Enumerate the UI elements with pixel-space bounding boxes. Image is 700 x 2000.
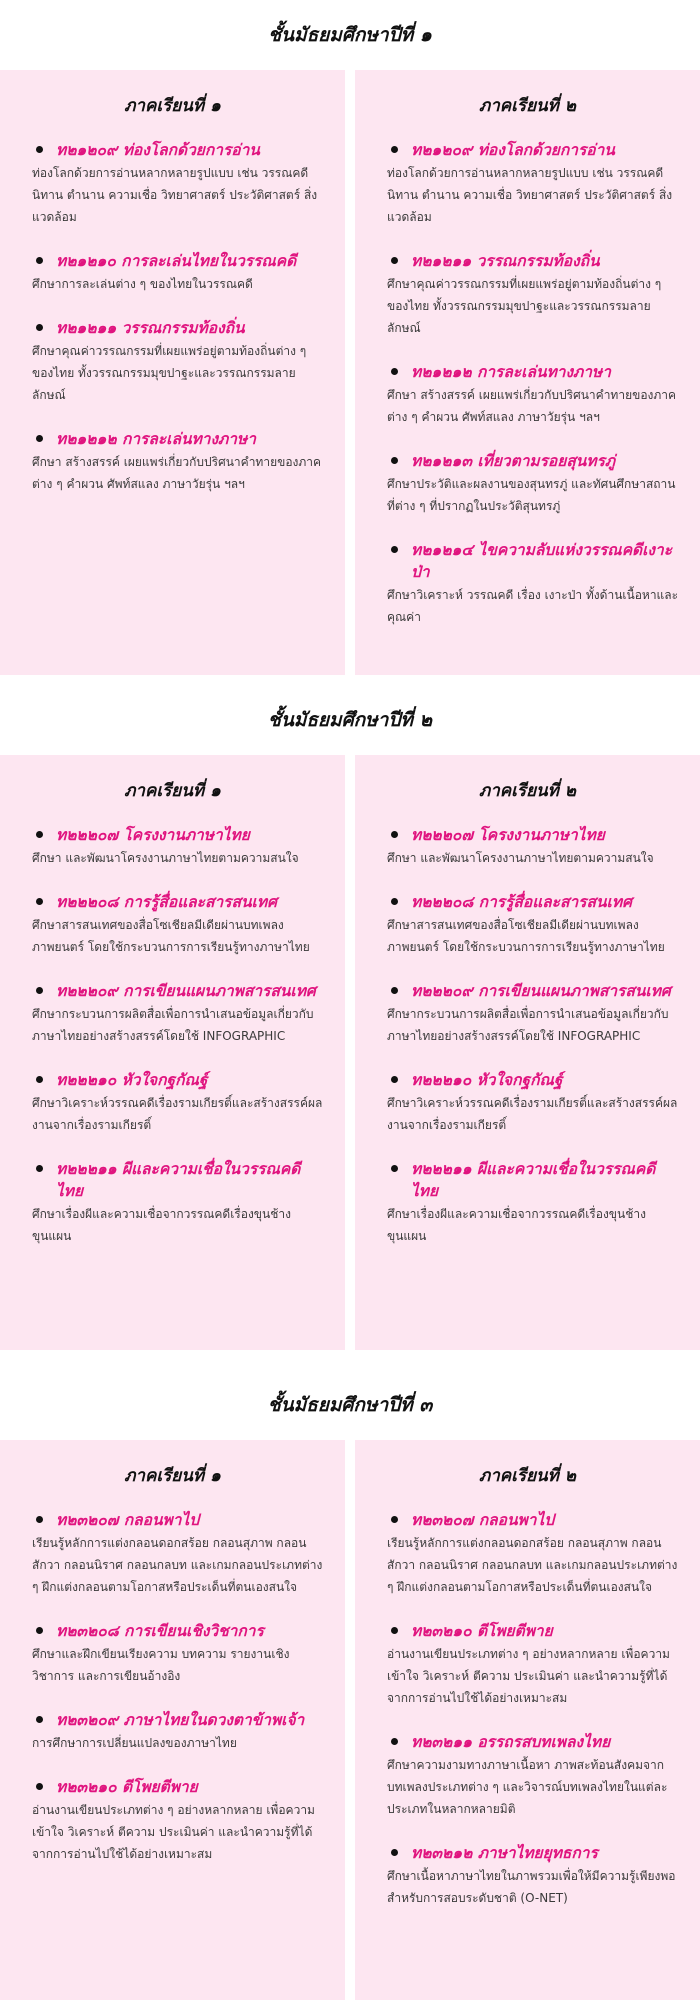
course-heading [387, 1069, 682, 1091]
course-heading [32, 980, 327, 1002]
course-description: ศึกษาวิเคราะห์ วรรณคดี เรื่อง เงาะป่า ทั้งด้านเนื้อหาและคุณค่า [387, 588, 679, 624]
course-heading [32, 1776, 327, 1798]
bullet-icon [36, 1076, 43, 1083]
course-item [0, 250, 345, 295]
course-description: ศึกษากระบวนการผลิตสื่อเพื่อการนำเสนอข้อมูลเกี่ยวกับภาษาไทยอย่างสร้างสรรค์โดยใช้ INFOGRAPHIC [387, 1007, 669, 1043]
term-title: ภาคเรียนที่ ๒ [479, 1466, 576, 1486]
course-description: ศึกษา และพัฒนาโครงงานภาษาไทยตามความสนใจ [387, 851, 654, 865]
course-heading [387, 824, 682, 846]
course-name: ท๒๑๒๑๑ วรรณกรรมท้องถิ่น [411, 252, 600, 270]
course-heading [32, 1709, 327, 1731]
bullet-icon [391, 1516, 398, 1523]
course-name: ท๒๓๒๐๙ ภาษาไทยในดวงตาข้าพเจ้า [56, 1711, 305, 1729]
course-heading [32, 891, 327, 913]
course-heading [387, 450, 682, 472]
term-title: ภาคเรียนที่ ๑ [124, 781, 221, 801]
course-name: ท๒๓๒๑๒ ภาษาไทยยุทธการ [411, 1844, 598, 1862]
course-heading [32, 1509, 327, 1531]
course-heading [387, 139, 682, 161]
course-heading [387, 1731, 682, 1753]
course-heading [387, 1158, 682, 1202]
bullet-icon [391, 257, 398, 264]
bullet-icon [391, 898, 398, 905]
bullet-icon [391, 1627, 398, 1634]
term-title: ภาคเรียนที่ ๒ [479, 781, 576, 801]
bullet-icon [391, 368, 398, 375]
course-name: ท๒๒๒๑๐ หัวใจกฐกัณฐ์ [56, 1071, 208, 1089]
bullet-icon [36, 146, 43, 153]
course-item [355, 891, 700, 958]
course-description: ศึกษาสารสนเทศของสื่อโซเชียลมีเดียผ่านบทเพลง ภาพยนตร์ โดยใช้กระบวนการการเรียนรู้ทางภาษาไทย [32, 918, 310, 954]
course-heading [387, 539, 682, 583]
course-name: ท๒๒๒๑๑ ผีและความเชื่อในวรรณคดีไทย [411, 1160, 656, 1200]
course-name: ท๒๑๒๑๒ การละเล่นทางภาษา [56, 430, 256, 448]
course-heading [387, 980, 682, 1002]
bullet-icon [36, 1783, 43, 1790]
course-name: ท๒๑๒๑๐ การละเล่นไทยในวรรณคดี [56, 252, 297, 270]
course-heading [387, 1620, 682, 1642]
bullet-icon [36, 1165, 43, 1172]
bullet-icon [391, 831, 398, 838]
course-description: ศึกษาเนื้อหาภาษาไทยในภาพรวมเพื่อให้มีความรู้เพียงพอสำหรับการสอบระดับชาติ (O-NET) [387, 1869, 676, 1905]
course-heading [32, 824, 327, 846]
bullet-icon [36, 324, 43, 331]
course-item [0, 1509, 345, 1598]
bullet-icon [36, 435, 43, 442]
course-description: ศึกษาสารสนเทศของสื่อโซเชียลมีเดียผ่านบทเพลง ภาพยนตร์ โดยใช้กระบวนการการเรียนรู้ทางภาษาไทย [387, 918, 665, 954]
course-name: ท๒๒๒๐๘ การรู้สื่อและสารสนเทศ [411, 893, 632, 911]
course-item [355, 139, 700, 228]
term-title: ภาคเรียนที่ ๒ [479, 96, 576, 116]
course-name: ท๒๓๒๑๐ ตีโพยตีพาย [411, 1622, 553, 1640]
term-panel-g3-t2 [355, 1440, 700, 2000]
course-heading [387, 361, 682, 383]
course-item [0, 824, 345, 869]
grade-title: ชั้นมัธยมศึกษาปีที่ ๒ [267, 709, 433, 731]
course-description: ศึกษาเรื่องผีและความเชื่อจากวรรณคดีเรื่องขุนช้างขุนแผน [32, 1207, 291, 1243]
course-item [0, 1620, 345, 1687]
course-description: ศึกษาความงามทางภาษาเนื้อหา ภาพสะท้อนสังคมจากบทเพลงประเภทต่าง ๆ และวิจารณ์บทเพลงไทยในแต่ละประเภทในหลากหลายมิติ [387, 1758, 668, 1816]
course-name: ท๒๒๒๑๑ ผีและความเชื่อในวรรณคดีไทย [56, 1160, 301, 1200]
course-name: ท๒๑๒๐๙ ท่องโลกด้วยการอ่าน [411, 141, 615, 159]
course-description: ศึกษาเรื่องผีและความเชื่อจากวรรณคดีเรื่องขุนช้างขุนแผน [387, 1207, 646, 1243]
course-item [0, 980, 345, 1047]
term-panel-g2-t1 [0, 755, 345, 1350]
course-item [0, 1069, 345, 1136]
course-description: การศึกษาการเปลี่ยนแปลงของภาษาไทย [32, 1736, 237, 1750]
term-panel-g1-t1 [0, 70, 345, 675]
course-description: ศึกษา และพัฒนาโครงงานภาษาไทยตามความสนใจ [32, 851, 299, 865]
course-name: ท๒๒๒๐๘ การรู้สื่อและสารสนเทศ [56, 893, 277, 911]
bullet-icon [36, 257, 43, 264]
course-description: อ่านงานเขียนประเภทต่าง ๆ อย่างหลากหลาย เพื่อความเข้าใจ วิเคราะห์ ตีความ ประเมินค่า และนำความรู้ที่ได้จากการอ่านไปใช้ได้อย่างเหมาะสม [387, 1647, 670, 1705]
bullet-icon [391, 1738, 398, 1745]
course-item [0, 428, 345, 495]
course-description: ท่องโลกด้วยการอ่านหลากหลายรูปแบบ เช่น วรรณคดี นิทาน ตำนาน ความเชื่อ วิทยาศาสตร์ ประวัติศาสตร์ สิ่งแวดล้อม [387, 166, 673, 224]
bullet-icon [391, 1849, 398, 1856]
course-item [0, 139, 345, 228]
course-description: ศึกษากระบวนการผลิตสื่อเพื่อการนำเสนอข้อมูลเกี่ยวกับภาษาไทยอย่างสร้างสรรค์โดยใช้ INFOGRAPHIC [32, 1007, 314, 1043]
term-panel-g3-t1 [0, 1440, 345, 2000]
course-description: ศึกษาและฝึกเขียนเรียงความ บทความ รายงานเชิงวิชาการ และการเขียนอ้างอิง [32, 1647, 290, 1683]
course-item [0, 317, 345, 406]
bullet-icon [391, 146, 398, 153]
term-title: ภาคเรียนที่ ๑ [124, 1466, 221, 1486]
course-item [355, 824, 700, 869]
bullet-icon [391, 987, 398, 994]
course-name: ท๒๑๒๑๒ การละเล่นทางภาษา [411, 363, 611, 381]
course-item [355, 1731, 700, 1820]
course-heading [387, 1842, 682, 1864]
bullet-icon [391, 546, 398, 553]
course-name: ท๒๒๒๑๐ หัวใจกฐกัณฐ์ [411, 1071, 563, 1089]
bullet-icon [36, 987, 43, 994]
course-name: ท๒๒๒๐๗ โครงงานภาษาไทย [411, 826, 605, 844]
course-name: ท๒๒๒๐๙ การเขียนแผนภาพสารสนเทศ [411, 982, 671, 1000]
course-item [0, 1776, 345, 1865]
course-description: ศึกษา สร้างสรรค์ เผยแพร่เกี่ยวกับปริศนาคำทายของภาคต่าง ๆ คำผวน ศัพท์สแลง ภาษาวัยรุ่น ฯลฯ [387, 388, 677, 424]
course-heading [32, 428, 327, 450]
course-description: ศึกษาประวัติและผลงานของสุนทรภู่ และทัศนศึกษาสถานที่ต่าง ๆ ที่ปรากฏในประวัติสุนทรภู่ [387, 477, 676, 513]
bullet-icon [391, 457, 398, 464]
bullet-icon [391, 1165, 398, 1172]
course-heading [32, 1158, 327, 1202]
course-name: ท๒๑๒๐๙ ท่องโลกด้วยการอ่าน [56, 141, 260, 159]
course-description: ศึกษาวิเคราะห์วรรณคดีเรื่องรามเกียรติ์และสร้างสรรค์ผลงานจากเรื่องรามเกียรติ์ [32, 1096, 323, 1132]
course-name: ท๒๓๒๐๗ กลอนพาไป [56, 1511, 200, 1529]
course-item [355, 250, 700, 339]
course-heading [32, 317, 327, 339]
course-name: ท๒๑๒๑๔ ไขความลับแห่งวรรณคดีเงาะป่า [411, 541, 673, 581]
course-heading [32, 1069, 327, 1091]
course-heading [387, 891, 682, 913]
course-description: ท่องโลกด้วยการอ่านหลากหลายรูปแบบ เช่น วรรณคดี นิทาน ตำนาน ความเชื่อ วิทยาศาสตร์ ประวัติศาสตร์ สิ่งแวดล้อม [32, 166, 318, 224]
course-description: ศึกษา สร้างสรรค์ เผยแพร่เกี่ยวกับปริศนาคำทายของภาคต่าง ๆ คำผวน ศัพท์สแลง ภาษาวัยรุ่น ฯลฯ [32, 455, 322, 491]
course-name: ท๒๓๒๑๐ ตีโพยตีพาย [56, 1778, 198, 1796]
course-name: ท๒๑๒๑๑ วรรณกรรมท้องถิ่น [56, 319, 245, 337]
course-description: ศึกษาการละเล่นต่าง ๆ ของไทยในวรรณคดี [32, 277, 253, 291]
course-heading [387, 1509, 682, 1531]
grade-title: ชั้นมัธยมศึกษาปีที่ ๓ [267, 1394, 433, 1416]
course-heading [387, 250, 682, 272]
course-heading [32, 250, 327, 272]
course-item [355, 450, 700, 517]
course-description: เรียนรู้หลักการแต่งกลอนดอกสร้อย กลอนสุภาพ กลอนสักวา กลอนนิราศ กลอนกลบท และเกมกลอนประเภทต่าง ๆ ฝึกแต่งกลอนตามโอกาสหรือประเด็นที่ตนเองสนใจ [32, 1536, 323, 1594]
bullet-icon [391, 1076, 398, 1083]
bullet-icon [36, 898, 43, 905]
course-item [355, 1620, 700, 1709]
course-description: เรียนรู้หลักการแต่งกลอนดอกสร้อย กลอนสุภาพ กลอนสักวา กลอนนิราศ กลอนกลบท และเกมกลอนประเภทต่าง ๆ ฝึกแต่งกลอนตามโอกาสหรือประเด็นที่ตนเองสนใจ [387, 1536, 678, 1594]
course-description: อ่านงานเขียนประเภทต่าง ๆ อย่างหลากหลาย เพื่อความเข้าใจ วิเคราะห์ ตีความ ประเมินค่า และนำความรู้ที่ได้จากการอ่านไปใช้ได้อย่างเหมาะสม [32, 1803, 315, 1861]
course-name: ท๒๑๒๑๓ เที่ยวตามรอยสุนทรภู่ [411, 452, 616, 470]
course-item [0, 891, 345, 958]
bullet-icon [36, 831, 43, 838]
course-item [0, 1158, 345, 1247]
course-item [355, 1158, 700, 1247]
course-item [355, 980, 700, 1047]
course-item [355, 1509, 700, 1598]
course-description: ศึกษาคุณค่าวรรณกรรมที่เผยแพร่อยู่ตามท้องถิ่นต่าง ๆ ของไทย ทั้งวรรณกรรมมุขปาฐะและวรรณกรรมลายลักษณ์ [32, 344, 307, 402]
course-item [355, 361, 700, 428]
term-panel-g2-t2 [355, 755, 700, 1350]
course-item [0, 1709, 345, 1754]
course-description: ศึกษาคุณค่าวรรณกรรมที่เผยแพร่อยู่ตามท้องถิ่นต่าง ๆ ของไทย ทั้งวรรณกรรมมุขปาฐะและวรรณกรรมลายลักษณ์ [387, 277, 662, 335]
course-name: ท๒๓๒๑๑ อรรถรสบทเพลงไทย [411, 1733, 611, 1751]
course-name: ท๒๓๒๐๗ กลอนพาไป [411, 1511, 555, 1529]
course-item [355, 1069, 700, 1136]
course-item [355, 1842, 700, 1909]
course-name: ท๒๒๒๐๙ การเขียนแผนภาพสารสนเทศ [56, 982, 316, 1000]
course-heading [32, 139, 327, 161]
bullet-icon [36, 1516, 43, 1523]
course-description: ศึกษาวิเคราะห์วรรณคดีเรื่องรามเกียรติ์และสร้างสรรค์ผลงานจากเรื่องรามเกียรติ์ [387, 1096, 678, 1132]
course-heading [32, 1620, 327, 1642]
term-panel-g1-t2 [355, 70, 700, 675]
course-item [355, 539, 700, 628]
bullet-icon [36, 1716, 43, 1723]
term-title: ภาคเรียนที่ ๑ [124, 96, 221, 116]
grade-title: ชั้นมัธยมศึกษาปีที่ ๑ [268, 24, 432, 46]
bullet-icon [36, 1627, 43, 1634]
course-name: ท๒๒๒๐๗ โครงงานภาษาไทย [56, 826, 250, 844]
course-name: ท๒๓๒๐๘ การเขียนเชิงวิชาการ [56, 1622, 264, 1640]
